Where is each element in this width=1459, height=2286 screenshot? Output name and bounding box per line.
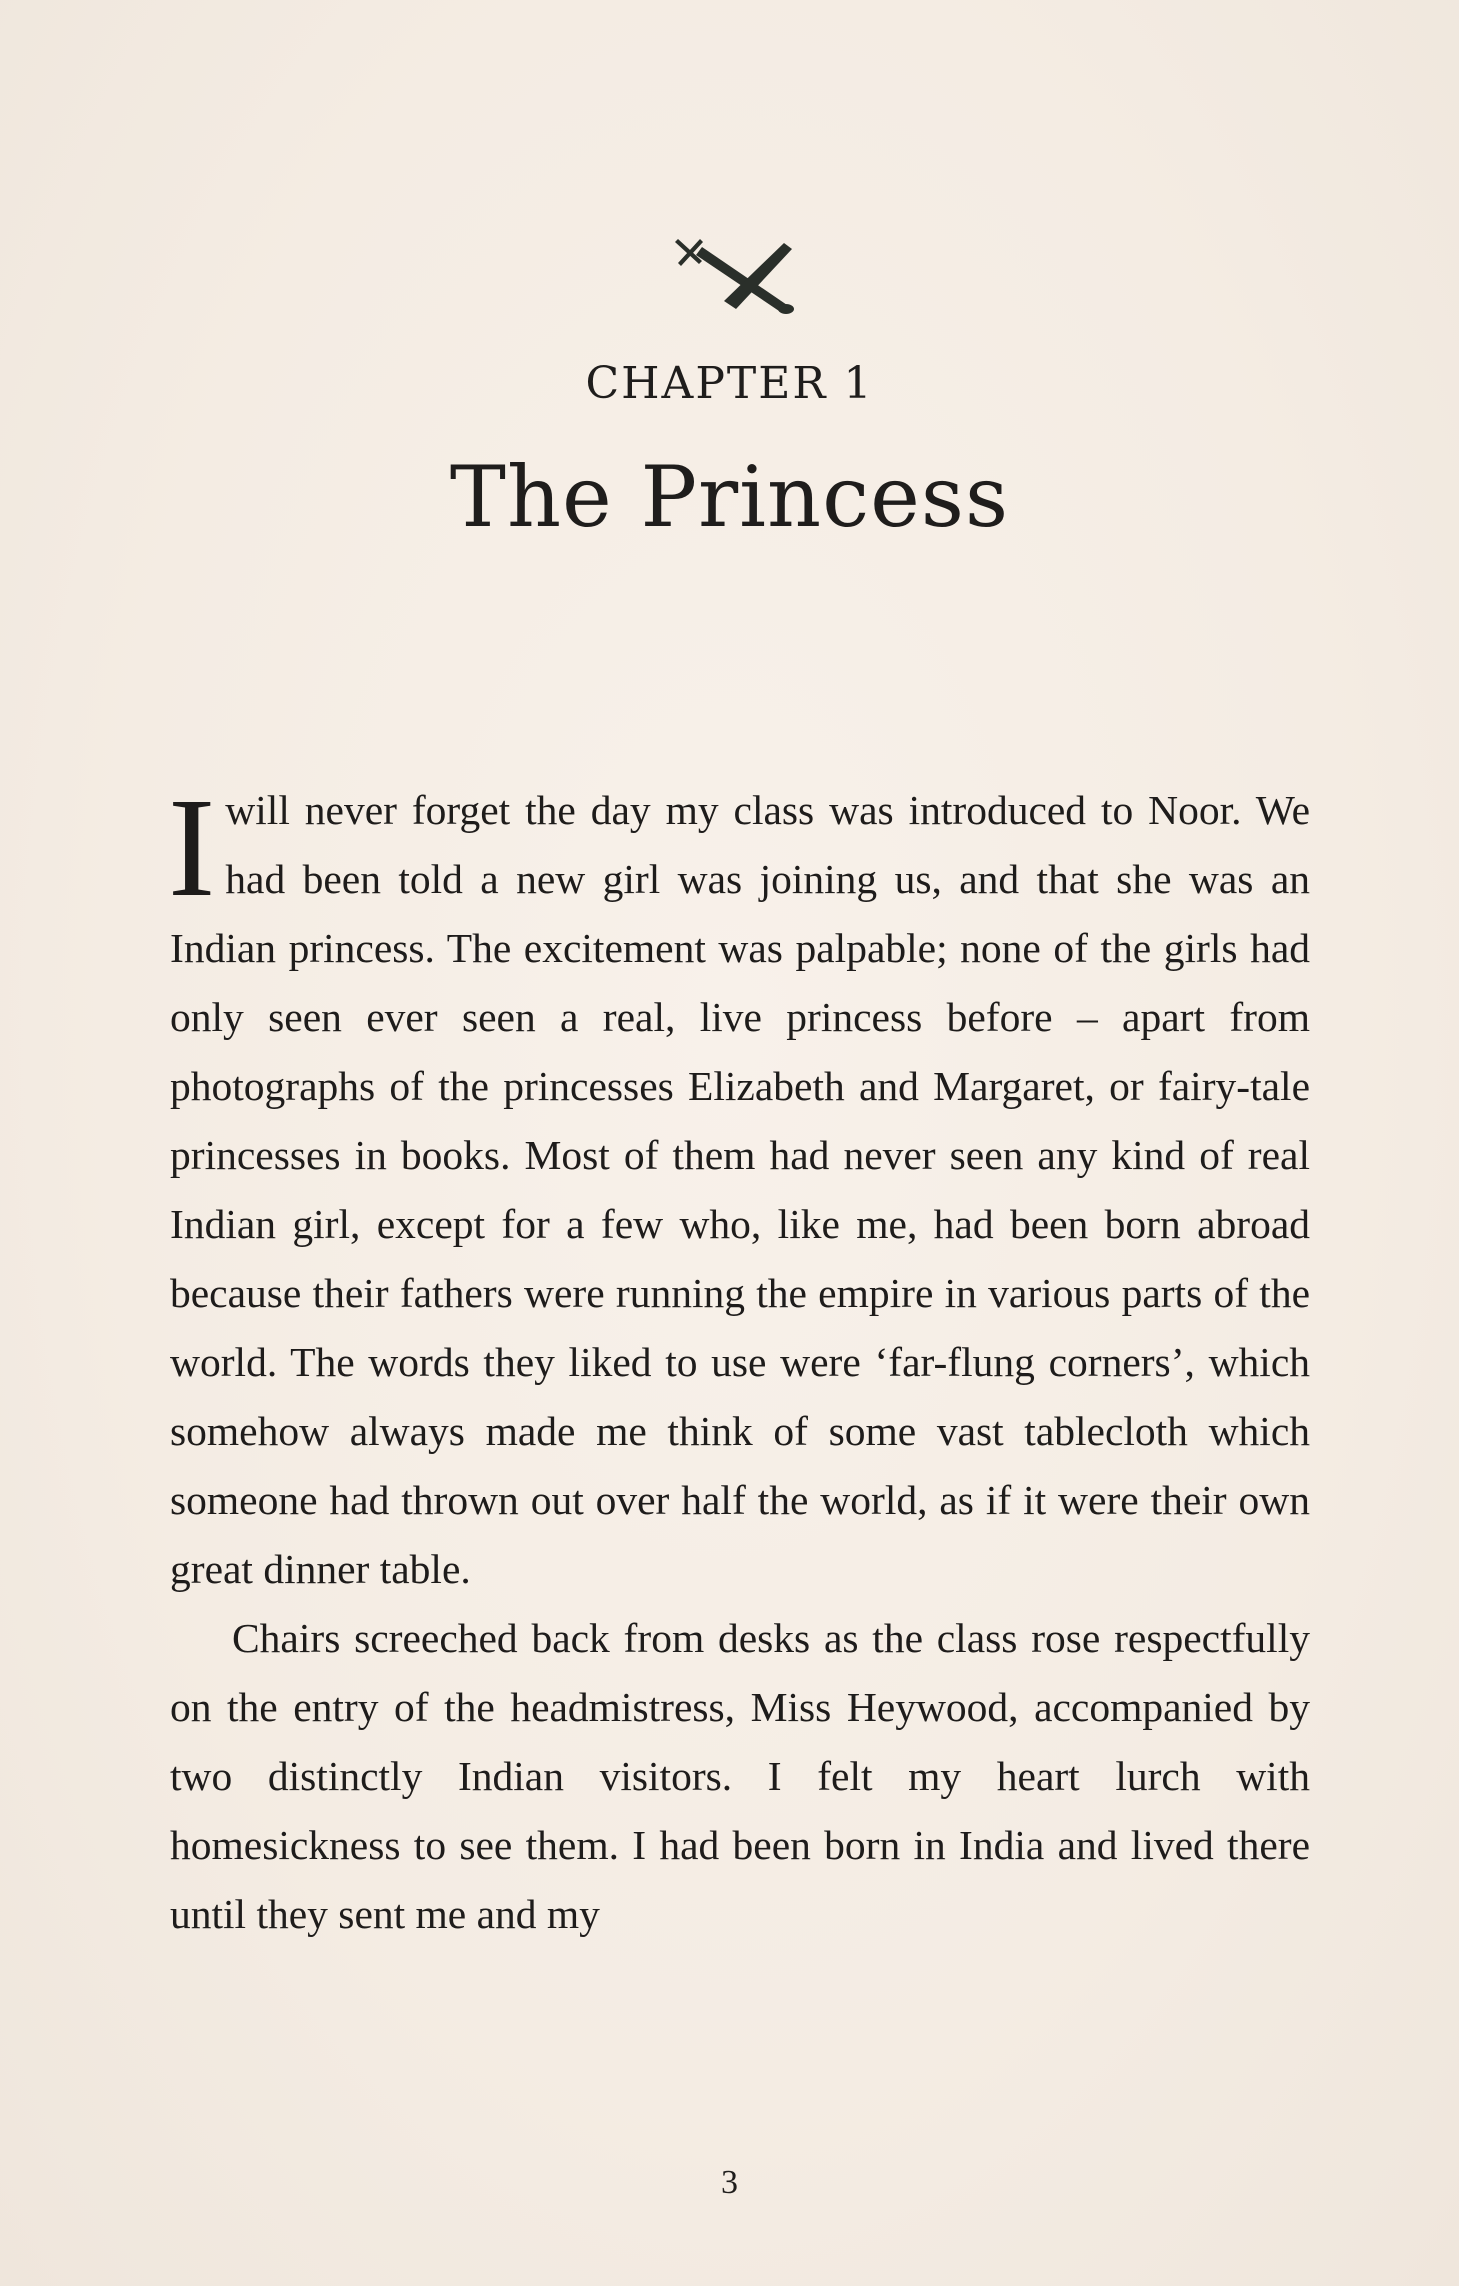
plane-icon [672, 205, 812, 325]
paragraph: Chairs screeched back from desks as the class rose respectfully on the entry of the headmistress, Miss Heywood, accompanied by two distinctly Indian visitors. I felt my heart lurch with homesickness to see them. I had been born in India and lived there until they sent me and my [170, 1615, 1310, 1937]
page-number: 3 [721, 2164, 738, 2201]
paragraph-text: will never forget the day my class was introduced to Noor. We had been told a new girl was joining us, and that she was an Indian princess. The excitement was palpable; none of the girls had only seen ever seen a real, live princess before – apart from photographs of the princesses Elizabeth and Margaret, or fairy-tale princesses in books. Most of them had never seen any kind of real Indian girl, except for a few who, like me, had been born abroad because their fathers were running the empire in various parts of the world. The words they liked to use were ‘far-flung corners’, which somehow always made me think of some vast tablecloth which someone had thrown out over half the world, as if it were their own great dinner table. [170, 787, 1310, 1592]
chapter-title: The Princess [449, 448, 1010, 546]
drop-cap: I [168, 768, 216, 926]
chapter-label: CHAPTER 1 [585, 358, 874, 409]
paragraph [168, 768, 1310, 1604]
body-text [168, 768, 1310, 1949]
